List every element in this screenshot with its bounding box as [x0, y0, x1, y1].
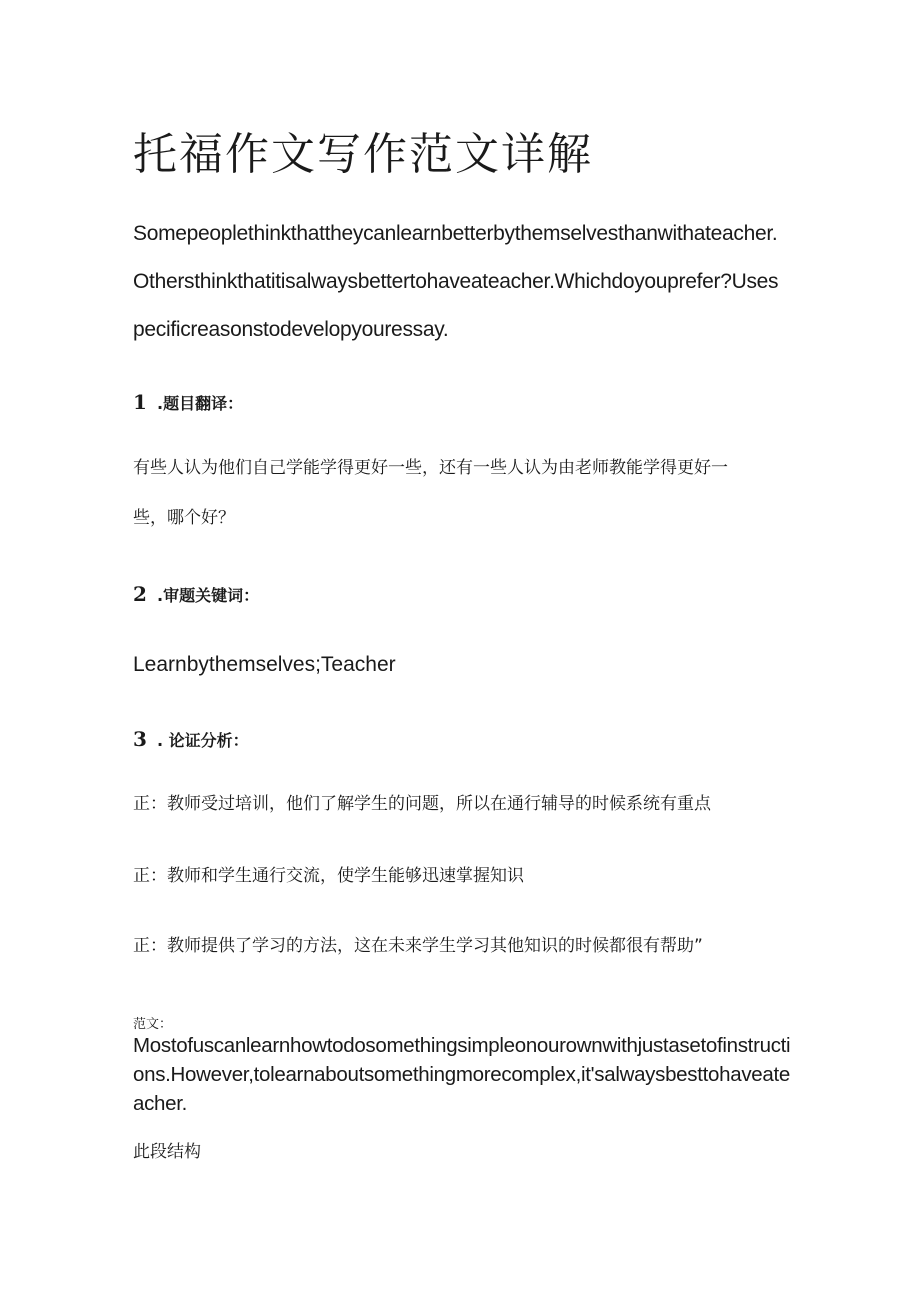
- structure-note: 此段结构: [133, 1142, 201, 1162]
- sample-label: 范文：: [133, 1017, 173, 1032]
- sample-essay-text: Mostofuscanlearnhowtodosomethingsimpleonourownwithjustasetofinstructions.However,tolearnaboutsomethingmorecomplex,it'salwaysbesttohaveateacher.: [133, 1034, 791, 1115]
- section-heading-keywords: [133, 582, 259, 606]
- page-title: 托福作文写作范文详解: [133, 129, 593, 180]
- translation-line-1: 有些人认为他们自己学能学得更好一些，还有一些人认为由老师教能学得更好一: [133, 458, 728, 478]
- section-heading-translation: [133, 390, 243, 414]
- section-number: 1: [133, 390, 147, 414]
- section-heading-analysis: [133, 727, 249, 751]
- essay-prompt: Somepeoplethinkthattheycanlearnbetterbythemselvesthanwithateacher.Othersthinkthatitisalwaysbettertohaveateacher.Whichdoyouprefer?Usespecificreasonstodevelopyouressay.: [133, 222, 779, 341]
- analysis-point-1: 正：教师受过培训，他们了解学生的问题，所以在通行辅导的时候系统有重点: [133, 794, 711, 814]
- section-label: . 论证分析：: [157, 731, 249, 750]
- analysis-point-3: 正：教师提供了学习的方法，这在未来学生学习其他知识的时候都很有帮助”: [133, 936, 703, 956]
- section-number: 2: [133, 582, 147, 606]
- section-label: .题目翻译：: [157, 394, 244, 413]
- section-number: 3: [133, 727, 147, 751]
- section-label: .审题关键词：: [157, 586, 260, 605]
- keywords-text: Learnbythemselves;Teacher: [133, 653, 396, 676]
- translation-line-2: 些，哪个好？: [133, 508, 235, 528]
- analysis-point-2: 正：教师和学生通行交流，使学生能够迅速掌握知识: [133, 866, 524, 886]
